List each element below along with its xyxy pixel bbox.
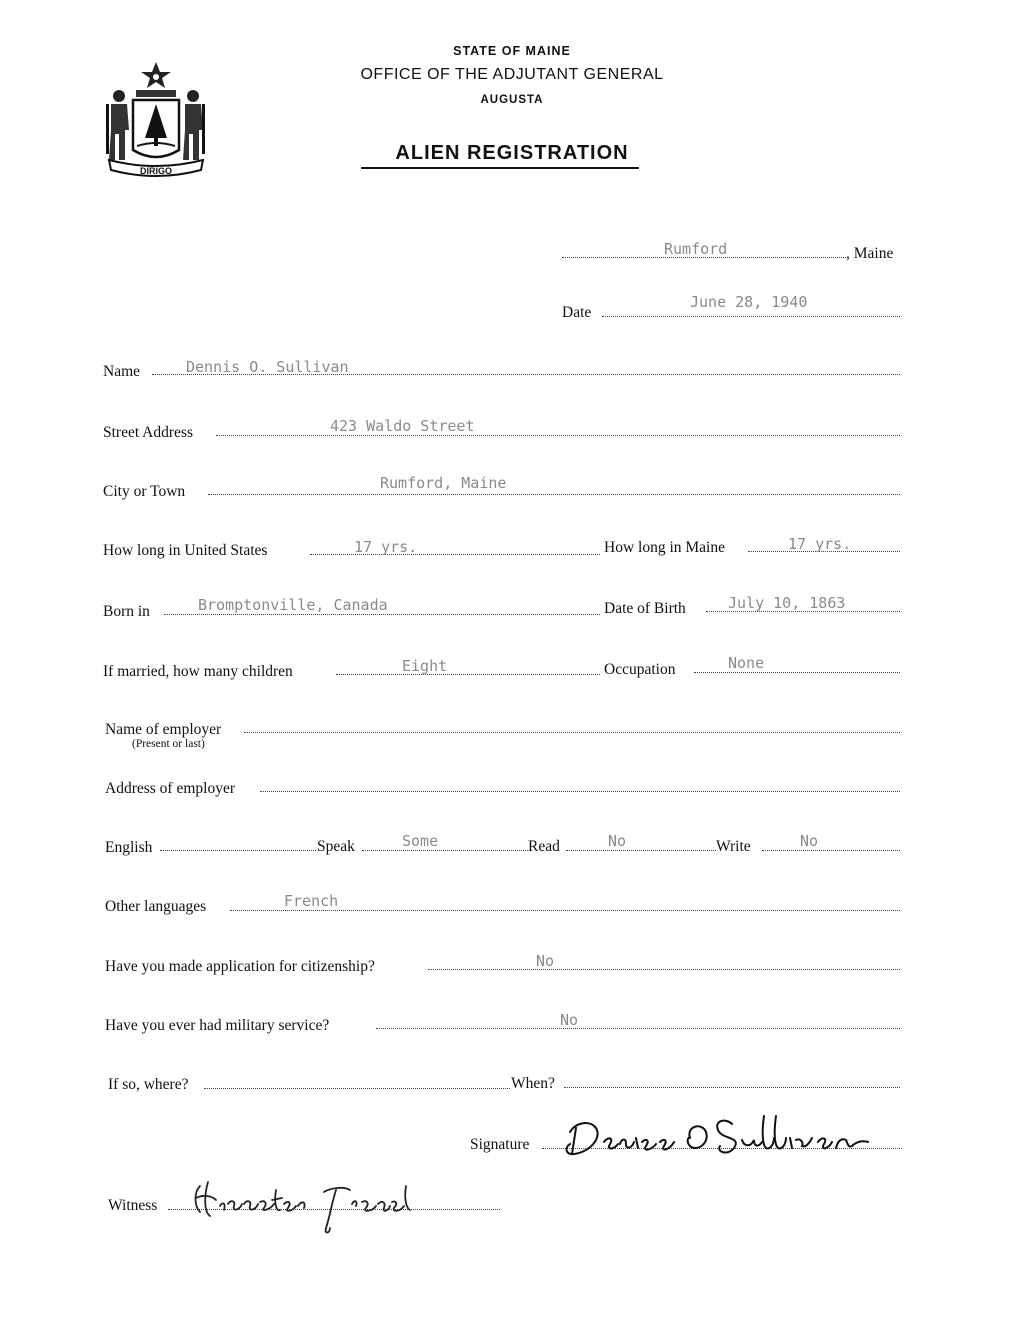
employer-address-label: Address of employer xyxy=(105,780,235,797)
citizenship-label: Have you made application for citizenship? xyxy=(105,958,375,975)
header-state: STATE OF MAINE xyxy=(453,44,571,58)
when-label: When? xyxy=(511,1075,555,1092)
where-label: If so, where? xyxy=(108,1076,189,1093)
title-underline xyxy=(361,167,639,169)
header-city: AUGUSTA xyxy=(480,94,544,106)
other-languages-value: French xyxy=(284,892,339,910)
place-value: Rumford xyxy=(664,240,728,258)
seal-motto: DIRIGO xyxy=(139,166,173,176)
street-value: 423 Waldo Street xyxy=(330,417,475,435)
read-value: No xyxy=(608,832,627,850)
occupation-label: Occupation xyxy=(604,661,676,678)
other-languages-label: Other languages xyxy=(105,898,207,915)
citizenship-value: No xyxy=(536,952,555,970)
us-label: How long in United States xyxy=(103,542,268,559)
employer-note: (Present or last) xyxy=(132,738,205,750)
us-value: 17 yrs. xyxy=(354,538,418,556)
maine-label: How long in Maine xyxy=(604,539,725,556)
maine-value: 17 yrs. xyxy=(788,535,852,553)
header-office: OFFICE OF THE ADJUTANT GENERAL xyxy=(360,66,664,83)
english-label: English xyxy=(105,839,153,856)
name-label: Name xyxy=(103,363,141,380)
city-label: City or Town xyxy=(103,483,186,500)
born-label: Born in xyxy=(103,603,150,620)
dob-value: July 10, 1863 xyxy=(728,594,846,612)
city-value: Rumford, Maine xyxy=(380,474,507,492)
children-value: Eight xyxy=(402,657,448,675)
read-label: Read xyxy=(528,838,560,855)
date-value: June 28, 1940 xyxy=(690,293,808,311)
military-label: Have you ever had military service? xyxy=(105,1017,330,1034)
children-label: If married, how many children xyxy=(103,663,293,680)
speak-label: Speak xyxy=(317,838,355,855)
witness-label: Witness xyxy=(108,1197,158,1214)
write-value: No xyxy=(800,832,819,850)
place-suffix: , Maine xyxy=(846,245,894,262)
speak-value: Some xyxy=(402,832,439,850)
signature-handwriting xyxy=(556,1108,896,1162)
occupation-value: None xyxy=(728,654,765,672)
witness-handwriting xyxy=(180,1172,420,1242)
dob-label: Date of Birth xyxy=(604,600,686,617)
employer-label: Name of employer xyxy=(105,721,222,738)
street-label: Street Address xyxy=(103,424,193,441)
form-title: ALIEN REGISTRATION xyxy=(395,142,629,164)
military-value: No xyxy=(560,1011,579,1029)
date-label: Date xyxy=(562,304,592,321)
born-value: Bromptonville, Canada xyxy=(198,596,388,614)
signature-label: Signature xyxy=(470,1136,530,1153)
name-value: Dennis O. Sullivan xyxy=(186,358,349,376)
write-label: Write xyxy=(716,838,751,855)
